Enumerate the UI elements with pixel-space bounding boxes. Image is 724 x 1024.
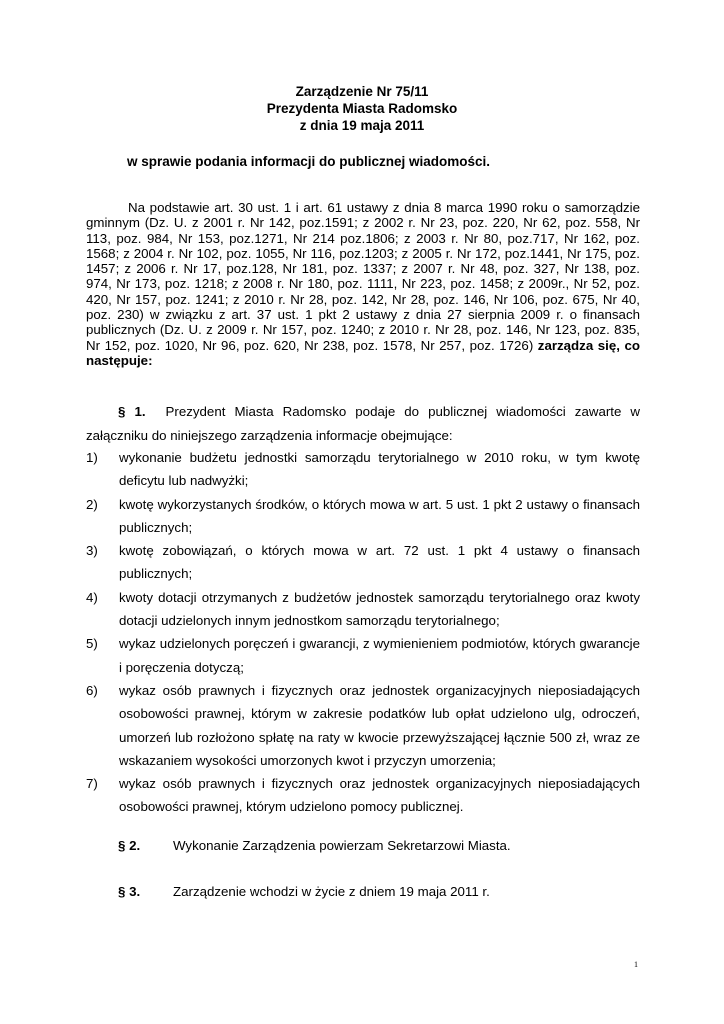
list-item xyxy=(86,446,640,493)
document-title-line-3: z dnia 19 maja 2011 xyxy=(299,118,425,133)
document-title-line-1: Zarządzenie Nr 75/11 xyxy=(295,84,429,99)
list-item xyxy=(86,493,640,540)
list-item xyxy=(86,539,640,586)
list-item-text: kwotę wykorzystanych środków, o których mowa w art. 5 ust. 1 pkt 2 ustawy o finansach publicznych; xyxy=(119,496,640,535)
document-title-line-2: Prezydenta Miasta Radomsko xyxy=(266,101,458,116)
list-item-text: kwoty dotacji otrzymanych z budżetów jednostek samorządu terytorialnego oraz kwoty dotacji udzielonych innym jednostkom samorządu terytorialnego; xyxy=(119,589,640,629)
section-1-mark: § 1. xyxy=(118,404,146,419)
legal-basis-text: Na podstawie art. 30 ust. 1 i art. 61 ustawy z dnia 8 marca 1990 roku o samorządzie gminnym (Dz. U. z 2001 r. Nr 142, poz.1591; z 2002 r. Nr 23, poz. 220, Nr 62, poz. 558, Nr 113, poz. 984, Nr 153, poz.1271, Nr 214 poz.1806; z 2003 r. Nr 80, poz.717, Nr 162, poz. 1568; z 2004 r. Nr 102, poz. 1055, Nr 116, poz.1203; z 2005 r. Nr 172, poz.1441, Nr 175, poz. 1457; z 2006 r. Nr 17, poz.128, Nr 181, poz. 1337; z 2007 r. Nr 48, poz. 327, Nr 138, poz. 974, Nr 173, poz. 1218; z 2008 r. Nr 180, poz. 1111, Nr 223, poz. 1458; z 2009r., Nr 52, poz. 420, Nr 157, poz. 1241; z 2010 r. Nr 28, poz. 142, Nr 28, poz. 146, Nr 106, poz. 675, Nr 40, poz. 230) w związku z art. 37 ust. 1 pkt 2 ustawy z dnia 27 sierpnia 2009 r. o finansach publicznych (Dz. U. z 2009 r. Nr 157, poz. 1240; z 2010 r. Nr 28, poz. 146, Nr 123, poz. 835, Nr 152, poz. 1020, Nr 96, poz. 620, Nr 238, poz. 1578, Nr 257, poz. 1726) xyxy=(86,200,640,353)
document-subject: w sprawie podania informacji do publicznej wiadomości. xyxy=(127,154,491,169)
list-item-text: wykaz osób prawnych i fizycznych oraz jednostek organizacyjnych nieposiadających osobowości prawnej, którym w zakresie podatków lub opłat udzielono ulg, odroczeń, umorzeń lub rozłożono spłatę na raty w kwocie przewyższającej łącznie 500 zł, wraz ze wskazaniem wysokości umorzonych kwot i przyczyn umorzenia; xyxy=(119,682,640,768)
list-item xyxy=(86,679,640,772)
list-item-number: 3) xyxy=(86,543,98,559)
list-item-number: 6) xyxy=(86,682,98,698)
list-item xyxy=(86,632,640,679)
list-item-text: wykaz udzielonych poręczeń i gwarancji, z wymienieniem podmiotów, których gwarancje i poręczenia dotyczą; xyxy=(119,636,640,675)
list-item xyxy=(86,772,640,819)
legal-basis-conclusion: zarządza się, co następuje: xyxy=(86,337,640,368)
list-item-number: 5) xyxy=(86,636,98,652)
section-1-text: Prezydent Miasta Radomsko podaje do publicznej wiadomości zawarte w załączniku do niniejszego zarządzenia informacje obejmujące: xyxy=(86,404,641,443)
section-2-text: Wykonanie Zarządzenia powierzam Sekretarzowi Miasta. xyxy=(173,838,511,853)
list-item-text: kwotę zobowiązań, o których mowa w art. 72 ust. 1 pkt 4 ustawy o finansach publicznych; xyxy=(119,543,640,582)
list-item-text: wykonanie budżetu jednostki samorządu terytorialnego w 2010 roku, w tym kwotę deficytu lub nadwyżki; xyxy=(119,450,640,489)
list-item-number: 1) xyxy=(86,450,98,465)
section-3-mark: § 3. xyxy=(118,884,141,899)
information-list xyxy=(86,446,640,819)
section-1-paragraph xyxy=(86,400,640,447)
section-3-text: Zarządzenie wchodzi w życie z dniem 19 maja 2011 r. xyxy=(173,884,490,899)
list-item xyxy=(86,586,640,633)
list-item-number: 4) xyxy=(86,589,98,605)
list-item-number: 7) xyxy=(86,776,98,792)
list-item-number: 2) xyxy=(86,496,98,512)
list-item-text: wykaz osób prawnych i fizycznych oraz jednostek organizacyjnych nieposiadających osobowości prawnej, którym udzielono pomocy publicznej. xyxy=(119,776,640,815)
page-number: 1 xyxy=(634,960,638,969)
section-2-paragraph xyxy=(118,838,511,853)
section-2-mark: § 2. xyxy=(118,838,141,853)
section-3-paragraph xyxy=(118,884,490,899)
legal-basis-paragraph xyxy=(86,200,640,368)
